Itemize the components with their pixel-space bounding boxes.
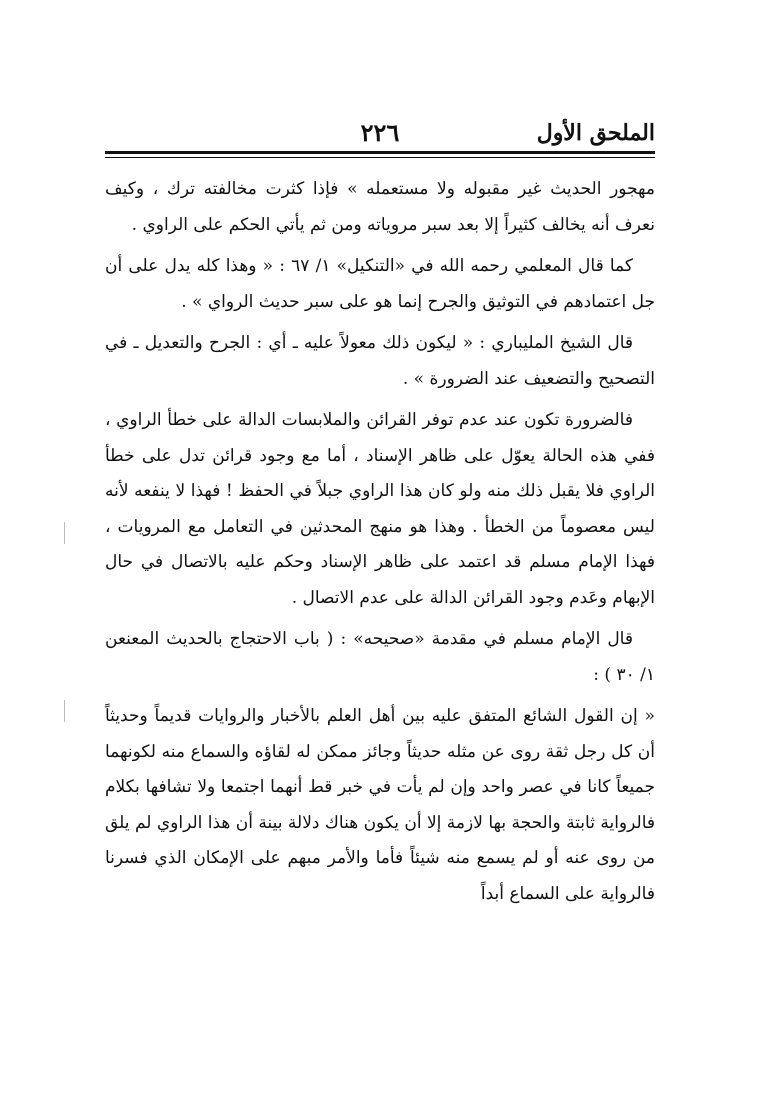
paragraph-4: فالضرورة تكون عند عدم توفر القرائن والملابسات الدالة على خطأ الراوي ، ففي هذه الحالة يعوّل على ظاهر الإسناد ، أما مع وجود قرائن تدل على خطأ الراوي فلا يقبل ذلك منه ولو كان هذا الراوي جبلاً في الحفظ ! فهذا لا ينفعه لأنه ليس معصوماً من الخطأ . وهذا هو منهج المحدثين في التعامل مع المرويات ، فهذا الإمام مسلم قد اعتمد على ظاهر الإسناد وحكم عليه بالاتصال في حال الإبهام وعَدم وجود القرائن الدالة على عدم الاتصال . [105,410,655,608]
margin-mark [64,700,65,722]
paragraph-5: قال الإمام مسلم في مقدمة «صحيحه» : ( باب الاحتجاج بالحديث المعنعن ١/ ٣٠ ) : [105,629,655,685]
page-number: ٢٢٦ [360,118,400,147]
paragraph-1: مهجور الحديث غير مقبوله ولا مستعمله » فإذا كثرت مخالفته ترك ، وكيف نعرف أنه يخالف كثيراً إلا بعد سبر مروياته ومن ثم يأتي الحكم على الراوي . [105,179,655,235]
running-title: الملحق الأول [536,120,655,146]
paragraph-2: كما قال المعلمي رحمه الله في «التنكيل» ١/ ٦٧ : « وهذا كله يدل على أن جل اعتمادهم في التوثيق والجرح إنما هو على سبر حديث الرواي » . [105,256,655,312]
header-rule-thick [105,151,655,154]
body-text [105,172,655,918]
header-rule-thin [105,157,655,158]
paragraph-3: قال الشيخ المليباري : « ليكون ذلك معولاً عليه ـ أي : الجرح والتعديل ـ في التصحيح والتضعيف عند الضرورة » . [105,333,655,389]
page-header [105,116,655,150]
margin-mark [64,522,65,544]
paragraph-6-quote: « إن القول الشائع المتفق عليه بين أهل العلم بالأخبار والروايات قديماً وحديثاً أن كل رجل ثقة روى عن مثله حديثاً وجائز ممكن له لقاؤه والسماع منه لكونهما جميعاً كانا في عصر واحد وإن لم يأت في خبر قط أنهما اجتمعا ولا تشافها بكلام فالرواية ثابتة والحجة بها لازمة إلا أن يكون هناك دلالة بينة أن هذا الراوي لم يلق من روى عنه أو لم يسمع منه شيئاً فأما والأمر مبهم على الإمكان الذي فسرنا فالرواية على السماع أبداً [105,706,655,904]
